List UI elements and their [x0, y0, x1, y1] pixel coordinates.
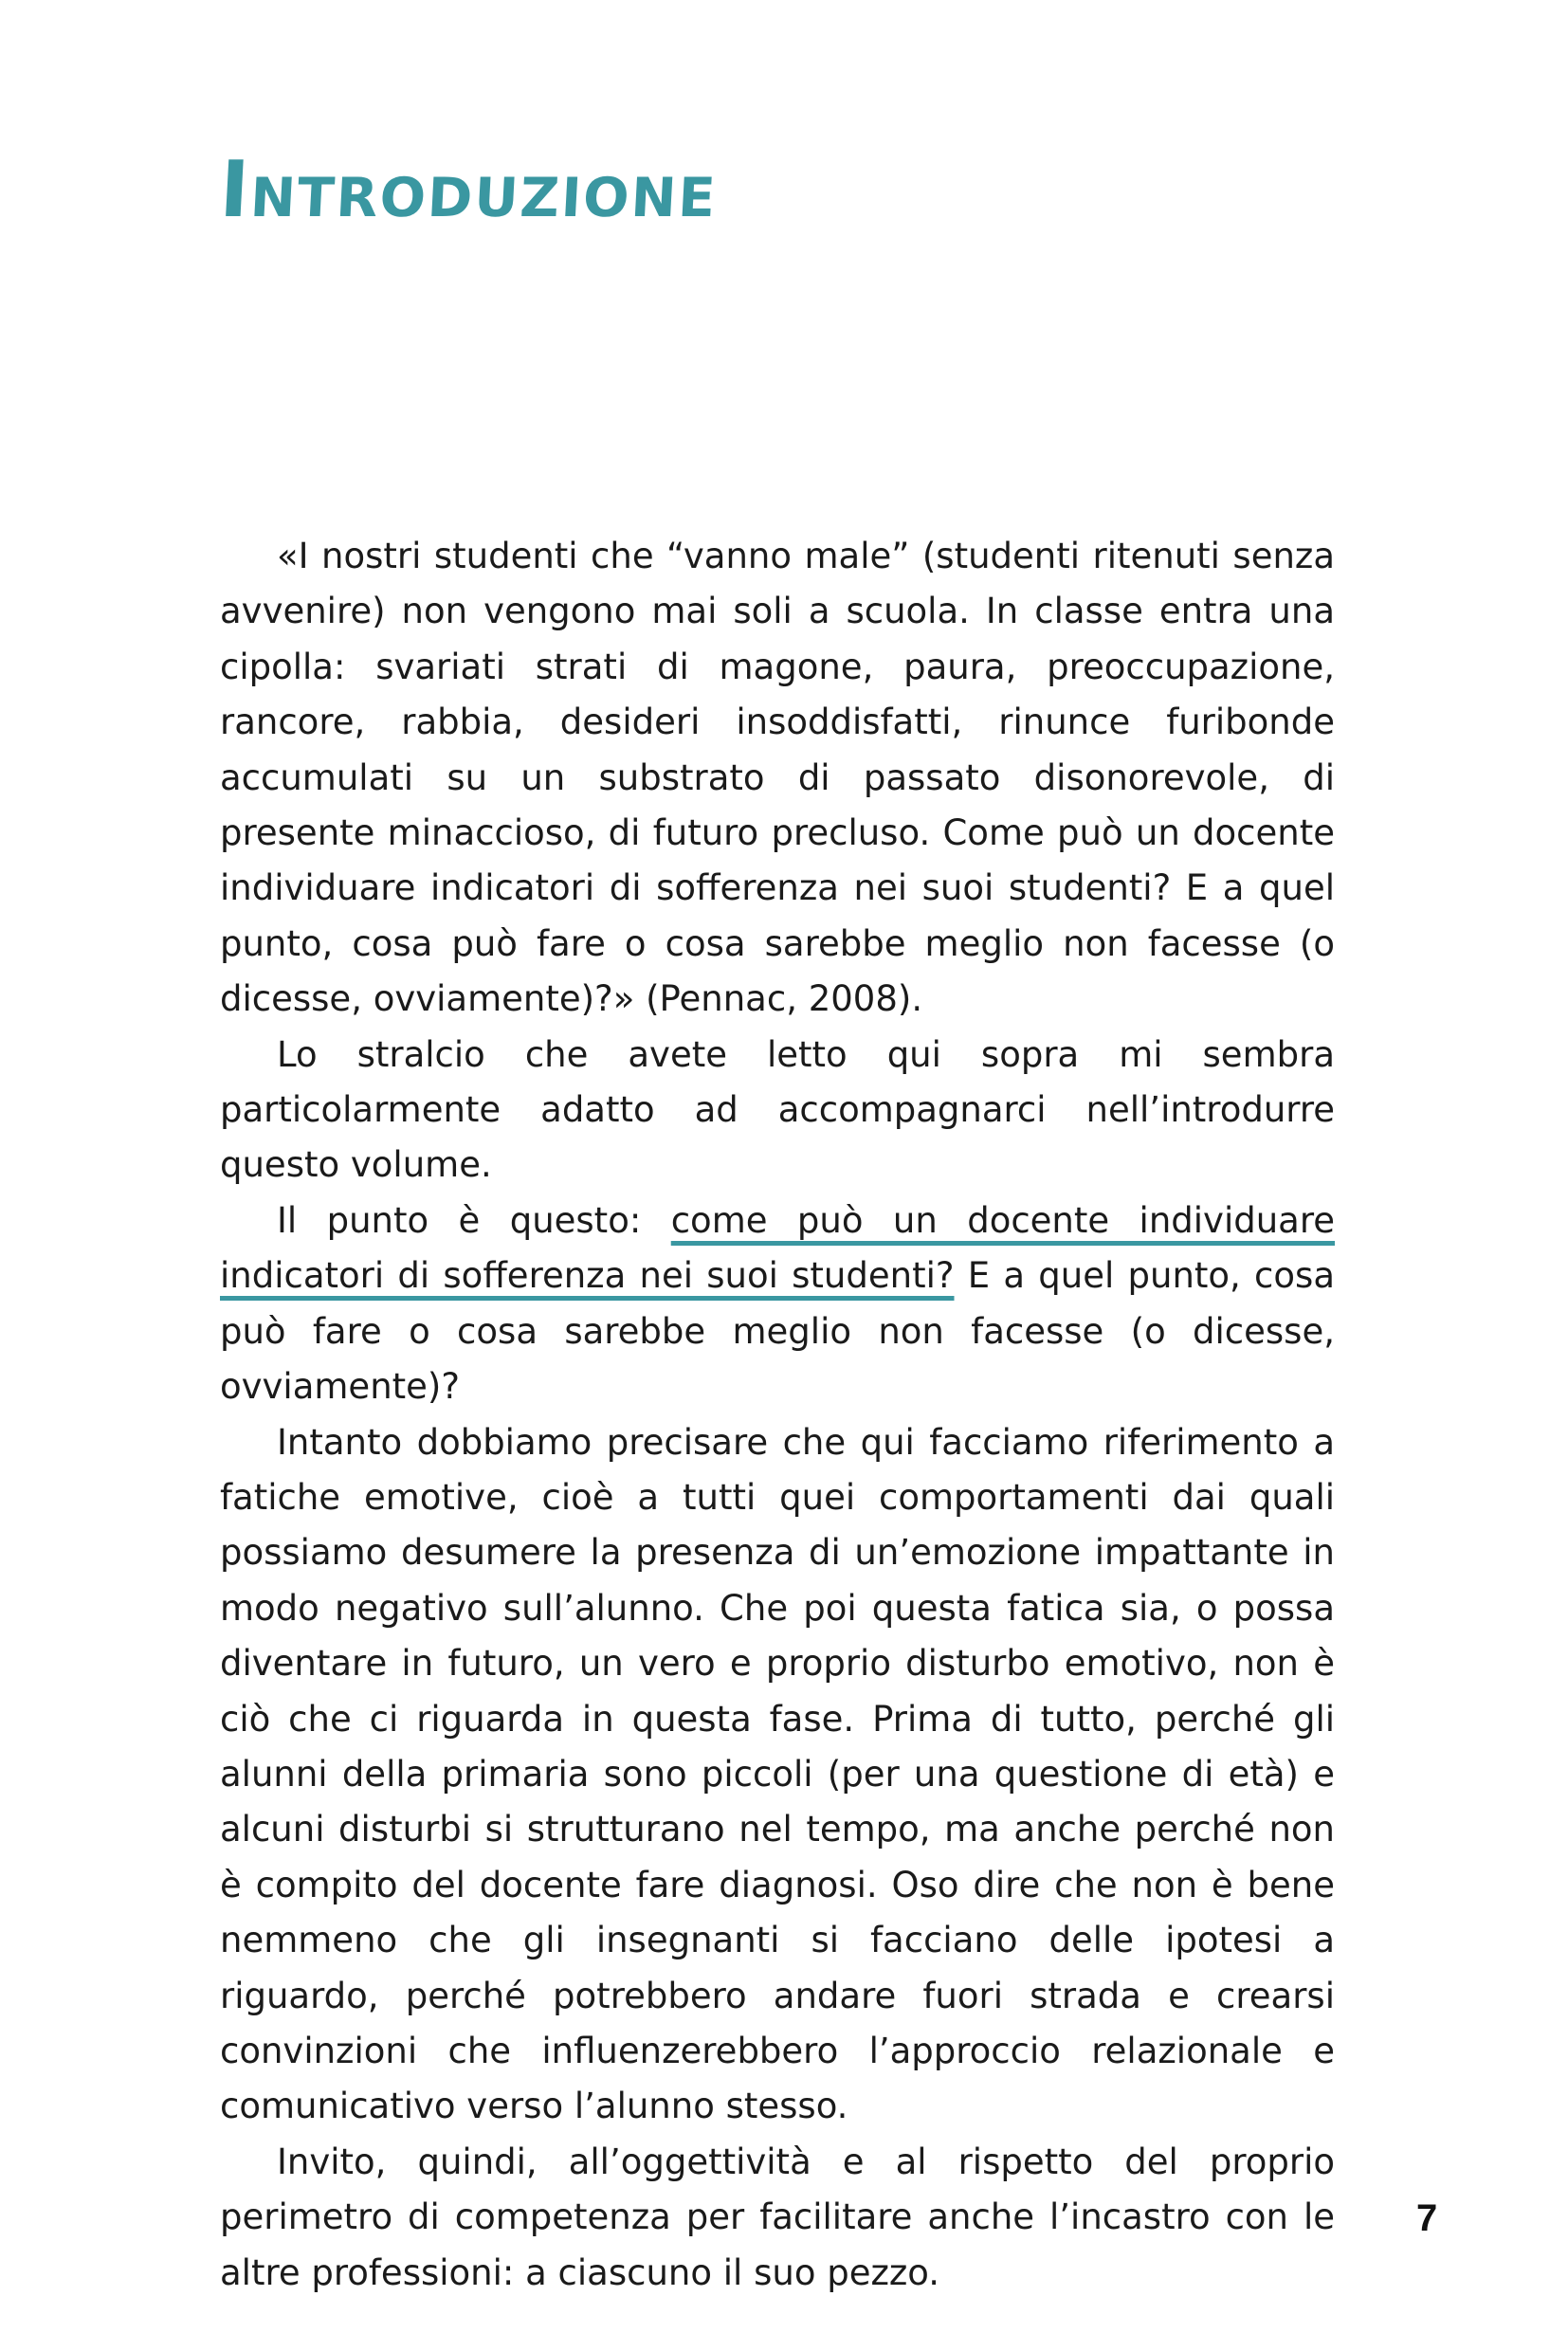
page-number: 7	[1416, 2197, 1438, 2239]
paragraph-introduction: Lo stralcio che avete letto qui sopra mi sembra particolarmente adatto ad accompagnarci nell’introdurre questo volume.	[220, 1033, 1335, 1186]
body-text	[220, 529, 1335, 2301]
paragraph-key-question	[220, 1194, 1335, 1415]
paragraph-quote: «I nostri studenti che “vanno male” (studenti ritenuti senza avvenire) non vengono mai soli a scuola. In classe entra una cipolla: svariati strati di magone, paura, preoccupazione, rancore, rabbia, desideri insoddisfatti, rinunce furibonde accumulati su un substrato di passato disonorevole, di presente minaccioso, di futuro precluso. Come può un docente individuare indicatori di sofferenza nei suoi studenti? E a quel punto, cosa può fare o cosa sarebbe meglio non facesse (o dicesse, ovviamente)?» (Pennac, 2008).	[220, 536, 1335, 1020]
chapter-title: Introduzione	[217, 145, 720, 235]
key-question-lead: Il punto è questo:	[277, 1199, 671, 1241]
paragraph-emotional-fatigue: Intanto dobbiamo precisare che qui facciamo riferimento a fatiche emotive, cioè a tutti quei comportamenti dai quali possiamo desumere la presenza di un’emozione impattante in modo negativo sull’alunno. Che poi questa fatica sia, o possa diventare in futuro, un vero e proprio disturbo emotivo, non è ciò che ci riguarda in questa fase. Prima di tutto, perché gli alunni della primaria sono piccoli (per una questione di età) e alcuni disturbi si strutturano nel tempo, ma anche perché non è compito del docente fare diagnosi. Oso dire che non è bene nemmeno che gli insegnanti si facciano delle ipotesi a riguardo, perché potrebbero andare fuori strada e crearsi convinzioni che influenzerebbero l’approccio relazionale e comunicativo verso l’alunno stesso.	[220, 1421, 1335, 2127]
key-question-tail: E a quel punto, cosa può fare o cosa sarebbe meglio non facesse (o dicesse, ovviamente)?	[220, 1255, 1335, 1408]
highlighted-question: come può un docente individuare indicatori di sofferenza nei suoi studenti?	[220, 1199, 1336, 1297]
paragraph-conclusion: Invito, quindi, all’oggettività e al rispetto del proprio perimetro di competenza per facilitare anche l’incastro con le altre professioni: a ciascuno il suo pezzo.	[220, 2141, 1335, 2293]
